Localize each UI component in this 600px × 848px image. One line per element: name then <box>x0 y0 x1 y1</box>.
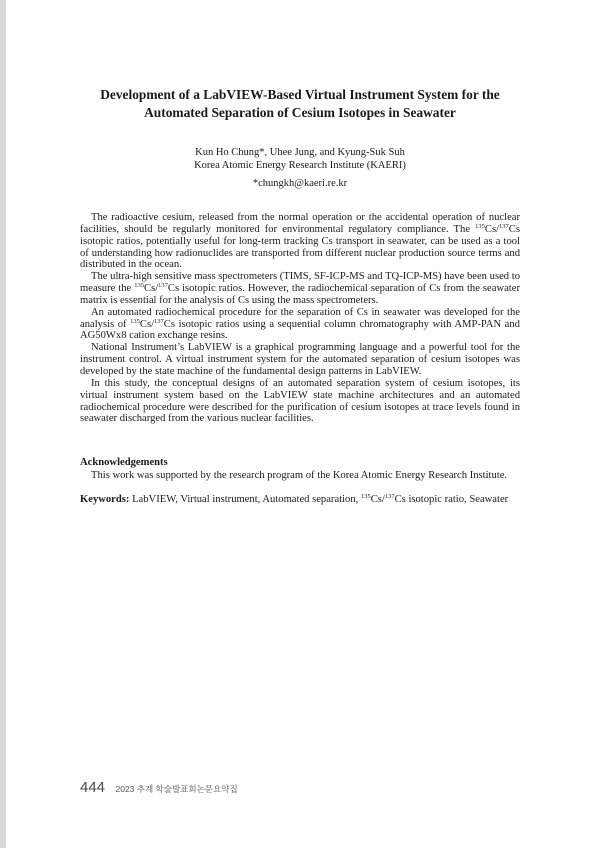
paragraph-4: National Instrument’s LabVIEW is a graphical programming language and a powerful tool for the instrument control. A virtual instrument system for the automated separation of cesium isotopes was developed by the state machine of the fundamental design patterns in LabVIEW. <box>80 342 520 377</box>
p3-text-a: An automated radiochemical procedure for the separation of Cs in seawater was developed for the analysis of <box>80 306 520 330</box>
p1-text-a: The radioactive cesium, released from the normal operation or the accidental operation of nuclear facilities, should be regularly monitored for environmental regulatory compliance. The <box>80 212 520 235</box>
affiliation: Korea Atomic Energy Research Institute (KAERI) <box>194 160 406 171</box>
isotope-ratio: $^{135}$Cs/$^{137}$Cs <box>475 222 520 235</box>
keywords-label: Keywords: <box>80 494 130 505</box>
keywords <box>80 494 520 506</box>
title-line-1: Development of a LabVIEW-Based Virtual Instrument System for the <box>100 87 500 102</box>
p1-text-b: isotopic ratios, potentially useful for long-term tracking Cs transport in seawater, can be used as a tool of understanding how radionuclides are transported from different nuclear production source terms and distributed in the ocean. <box>80 235 520 271</box>
page-footer <box>80 779 238 797</box>
paragraph-5: In this study, the conceptual designs of an automated separation system of cesium isotopes, its virtual instrument system based on the LabVIEW state machine architectures and an automated radiochemical procedure were described for the purification of cesium isotopes at trace levels found in seawater discharged from the various nuclear facilities. <box>80 377 520 425</box>
page-number: 444 <box>80 779 106 796</box>
isotope-ratio: $^{135}$Cs/$^{137}$Cs <box>134 282 180 295</box>
acknowledgements-heading: Acknowledgements <box>80 457 168 468</box>
paper-title <box>80 86 520 122</box>
p2-text-a: The ultra-high sensitive mass spectrometers (TIMS, SF-ICP-MS and TQ-ICP-MS) have been used to measure the <box>80 271 520 295</box>
corresponding-email: *chungkh@kaeri.re.kr <box>252 178 348 189</box>
paragraph-3 <box>80 307 520 343</box>
author-list: Kun Ho Chung*, Uhee Jung, and Kyung-Suk Suh <box>195 147 405 158</box>
title-line-2: Automated Separation of Cesium Isotopes in Seawater <box>144 105 456 120</box>
p2-text-b: isotopic ratios. However, the radiochemical separation of Cs from the seawater matrix is essential for the analysis of Cs using the mass spectrometers. <box>80 283 520 306</box>
keywords-text-a: LabVIEW, Virtual instrument, Automated separation, <box>129 494 361 505</box>
keywords-text-b: isotopic ratio, Seawater <box>405 494 509 505</box>
p3-text-b: isotopic ratios using a sequential column chromatography with AMP-PAN and AG50Wx8 cation exchange resins. <box>80 318 520 342</box>
proceedings-label: 2023 추계 학술발표회논문요약집 <box>115 784 238 794</box>
acknowledgements-text: This work was supported by the research program of the Korea Atomic Energy Research Institute. <box>91 470 508 481</box>
paragraph-2 <box>80 271 520 307</box>
isotope-ratio: $^{135}$Cs/$^{137}$Cs <box>130 317 175 330</box>
paragraph-1 <box>80 212 520 271</box>
page-edge <box>0 0 6 848</box>
isotope-ratio: $^{135}$Cs/$^{137}$Cs <box>360 493 406 505</box>
abstract-body <box>80 212 520 425</box>
